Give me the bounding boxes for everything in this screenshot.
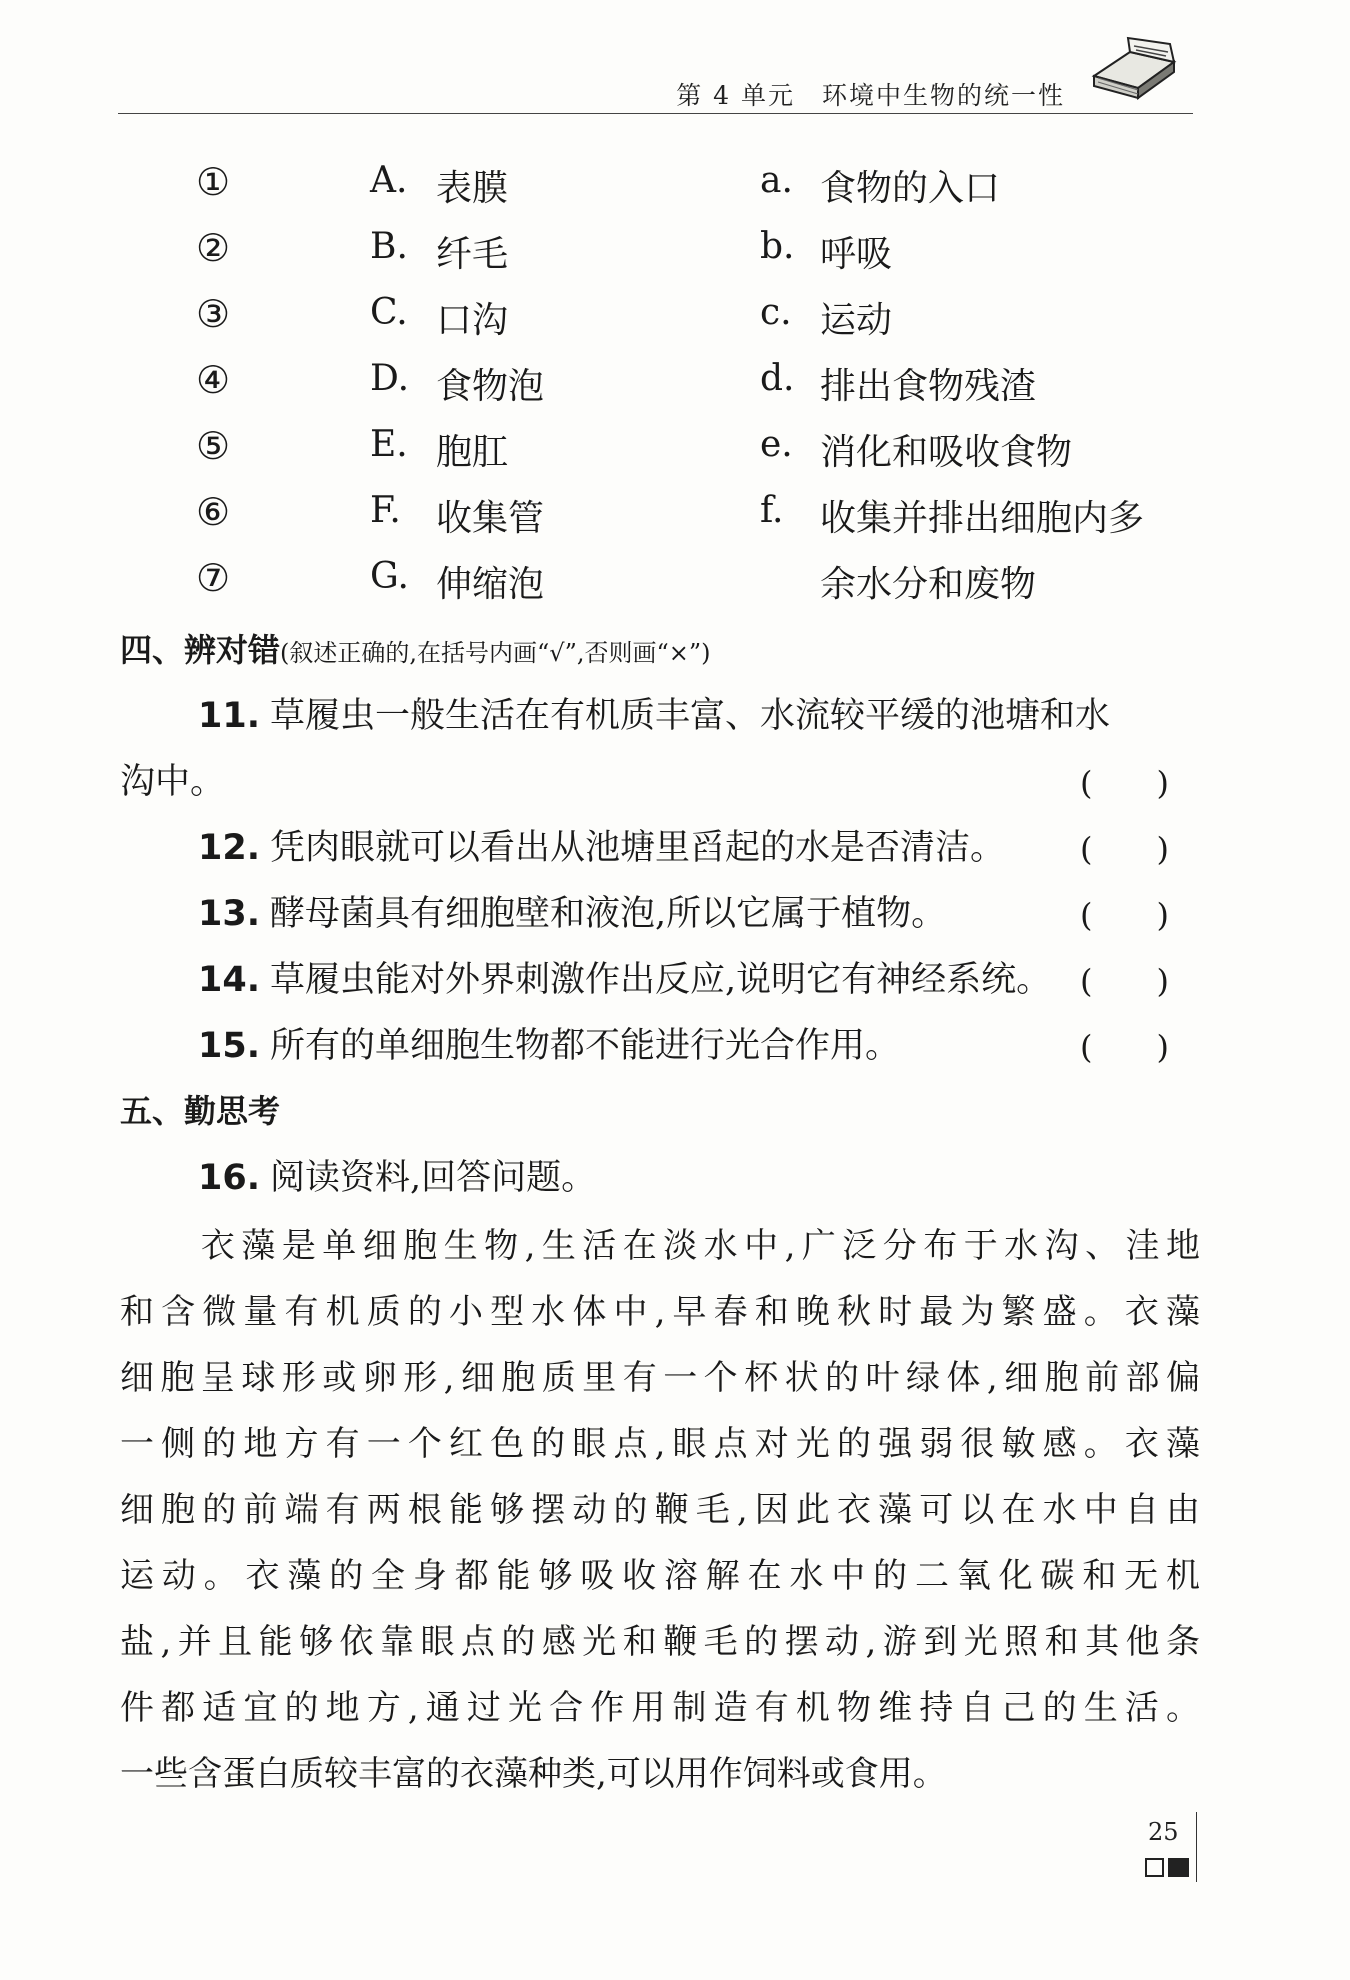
passage-line: 一侧的地方有一个红色的眼点,眼点对光的强弱很敏感。衣藻: [120, 1424, 1200, 1464]
page-number: 25: [1148, 1818, 1179, 1846]
function-letter: d.: [760, 358, 795, 399]
organ-name: 口沟: [436, 300, 509, 341]
organ-name: 胞肛: [436, 432, 509, 473]
question-16: [198, 1150, 596, 1200]
question-number: 12.: [198, 828, 261, 868]
question-number: 11.: [198, 696, 261, 736]
question-15: [198, 1018, 900, 1068]
organ-name: 收集管: [436, 498, 545, 539]
question-text: 阅读资料,回答问题。: [270, 1158, 597, 1198]
organ-name: 纤毛: [436, 234, 509, 275]
square-filled-icon: [1168, 1858, 1189, 1877]
section-title: 四、辨对错: [120, 631, 281, 669]
answer-parentheses[interactable]: ( ): [1080, 830, 1169, 868]
function-text: 收集并排出细胞内多: [820, 498, 1145, 539]
footer-rule: [1196, 1812, 1197, 1882]
function-letter: a.: [760, 160, 793, 201]
answer-parentheses[interactable]: ( ): [1080, 764, 1169, 802]
square-outline-icon: [1145, 1858, 1164, 1877]
passage-line: 一些含蛋白质较丰富的衣藻种类,可以用作饲料或食用。: [120, 1754, 947, 1794]
answer-parentheses[interactable]: ( ): [1080, 896, 1169, 934]
matching-row: [0, 556, 1350, 616]
question-14: [198, 952, 1051, 1002]
organ-letter: B.: [370, 226, 408, 267]
question-12: [198, 820, 1005, 870]
row-number: ⑦: [196, 556, 231, 600]
question-text: 草履虫能对外界刺激作出反应,说明它有神经系统。: [270, 960, 1052, 1000]
passage-line: 细胞的前端有两根能够摆动的鞭毛,因此衣藻可以在水中自由: [120, 1490, 1200, 1530]
row-number: ①: [196, 160, 231, 204]
passage-line: 和含微量有机质的小型水体中,早春和晚秋时最为繁盛。衣藻: [120, 1292, 1200, 1332]
row-number: ⑥: [196, 490, 231, 534]
function-letter: f.: [760, 490, 784, 531]
function-letter: e.: [760, 424, 793, 465]
unit-title: 第 4 单元 环境中生物的统一性: [676, 81, 1065, 110]
organ-name: 表膜: [436, 168, 509, 209]
passage-line: 盐,并且能够依靠眼点的感光和鞭毛的摆动,游到光照和其他条: [120, 1622, 1200, 1662]
question-text: 所有的单细胞生物都不能进行光合作用。: [270, 1026, 901, 1066]
answer-parentheses[interactable]: ( ): [1080, 1028, 1169, 1066]
question-13: [198, 886, 946, 936]
organ-letter: F.: [370, 490, 401, 531]
function-text: 运动: [820, 300, 893, 341]
row-number: ③: [196, 292, 231, 336]
row-number: ④: [196, 358, 231, 402]
section-heading: [120, 625, 710, 671]
passage-line: 衣藻是单细胞生物,生活在淡水中,广泛分布于水沟、洼地: [120, 1226, 1200, 1266]
matching-row: [0, 292, 1350, 352]
matching-row: [0, 358, 1350, 418]
header-rule: [118, 113, 1193, 114]
matching-row: [0, 160, 1350, 220]
organ-name: 伸缩泡: [436, 564, 545, 605]
passage-line: 细胞呈球形或卵形,细胞质里有一个杯状的叶绿体,细胞前部偏: [120, 1358, 1200, 1398]
question-number: 15.: [198, 1026, 261, 1066]
function-letter: c.: [760, 292, 792, 333]
matching-row: [0, 424, 1350, 484]
question-number: 16.: [198, 1158, 261, 1198]
function-letter: b.: [760, 226, 795, 267]
question-text: 酵母菌具有细胞壁和液泡,所以它属于植物。: [270, 894, 947, 934]
question-11: [198, 688, 1110, 738]
organ-letter: E.: [370, 424, 408, 465]
matching-row: [0, 490, 1350, 550]
question-text: 草履虫一般生活在有机质丰富、水流较平缓的池塘和水: [270, 696, 1111, 736]
function-text: 排出食物残渣: [820, 366, 1037, 407]
organ-letter: C.: [370, 292, 408, 333]
book-icon: [1090, 32, 1178, 104]
organ-letter: A.: [370, 160, 408, 201]
matching-row: [0, 226, 1350, 286]
section-title: 五、勤思考: [120, 1092, 281, 1130]
question-text: 凭肉眼就可以看出从池塘里舀起的水是否清洁。: [270, 828, 1006, 868]
question-11-continued: 沟中。: [120, 762, 226, 802]
section-instruction: (叙述正确的,在括号内画“√”,否则画“×”): [280, 639, 711, 667]
function-text: 余水分和废物: [820, 564, 1037, 605]
passage-line: 运动。衣藻的全身都能够吸收溶解在水中的二氧化碳和无机: [120, 1556, 1200, 1596]
function-text: 消化和吸收食物: [820, 432, 1073, 473]
function-text: 呼吸: [820, 234, 893, 275]
passage-line: 件都适宜的地方,通过光合作用制造有机物维持自己的生活。: [120, 1688, 1200, 1728]
question-number: 13.: [198, 894, 261, 934]
question-number: 14.: [198, 960, 261, 1000]
answer-parentheses[interactable]: ( ): [1080, 962, 1169, 1000]
organ-name: 食物泡: [436, 366, 545, 407]
row-number: ⑤: [196, 424, 231, 468]
organ-letter: G.: [370, 556, 409, 597]
function-text: 食物的入口: [820, 168, 1001, 209]
row-number: ②: [196, 226, 231, 270]
organ-letter: D.: [370, 358, 410, 399]
